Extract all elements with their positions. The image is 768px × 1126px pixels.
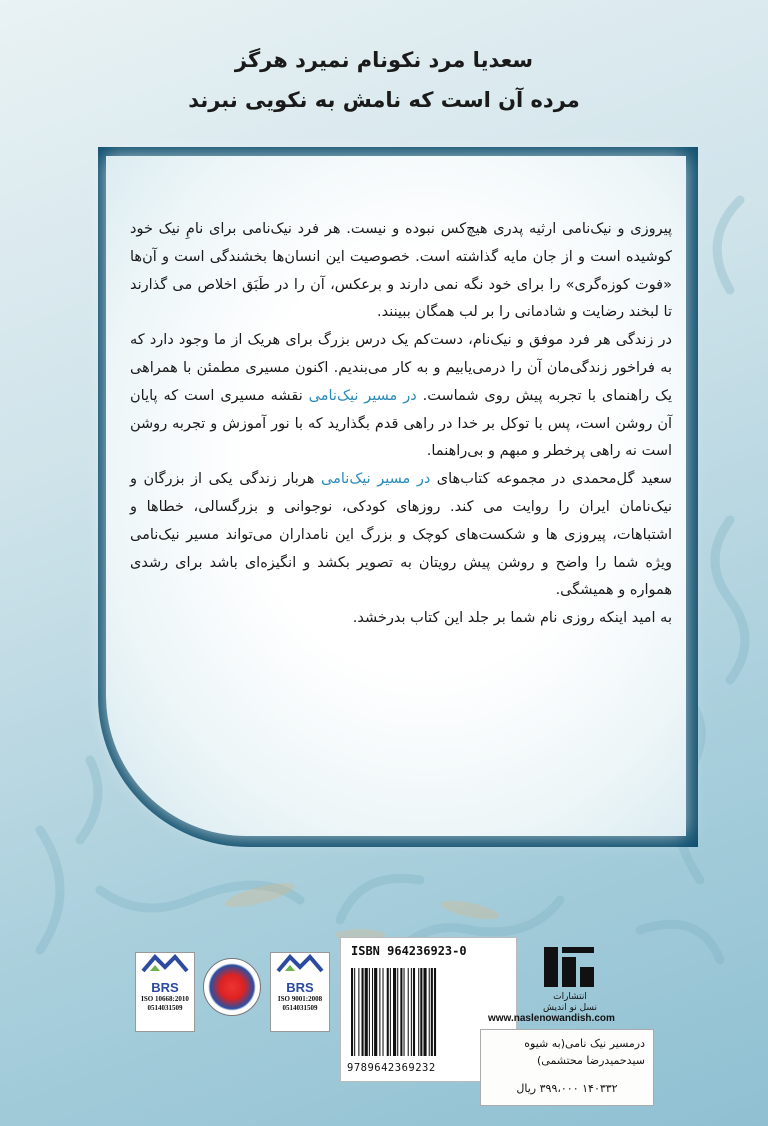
barcode-bar — [358, 968, 359, 1056]
barcode-bar — [434, 968, 436, 1056]
barcode-bar — [365, 968, 368, 1056]
price-sticker-title: درمسیر نیک نامی(به شیوه — [524, 1037, 645, 1050]
poem-line-2: مرده آن است که نامش به نکویی نبرند — [188, 88, 580, 112]
barcode-bar — [431, 968, 433, 1056]
barcode-bar — [408, 968, 409, 1056]
barcode-bar — [393, 968, 396, 1056]
poem — [0, 40, 768, 120]
brs-iso-9001-logo: BRS ISO 9001:2008 0514031509 — [270, 952, 330, 1032]
paragraph-3: سعید گل‌محمدی در مجموعه کتاب‌های در مسیر نیک‌نامی هربار زندگی یکی از بزرگان و نیک‌نامان ایران را روایت می کند. روزهای کودکی، نوجوانی و بزرگسالی، خطاها و اشتباهات، پیروزی ها و شکست‌های کوچک و بزرگ این نامداران می‌تواند مسیر نیک‌نامی ویژه شما را واضح و روشن پیش رویتان به تصویر بکشد و انگیزه‌ای باشد برای رشدی همواره و همیشگی. — [130, 471, 672, 599]
series-title-highlight: در مسیر نیک‌نامی — [321, 471, 431, 488]
poem-line-1: سعدیا مرد نکونام نمیرد هرگز — [234, 48, 534, 72]
brs-iso-10668-logo: BRS ISO 10668:2010 0514031509 — [135, 952, 195, 1032]
publisher-name: انتشارات نسل نو اندیش — [543, 992, 597, 1013]
barcode-bar — [372, 968, 373, 1056]
brs-mark-icon — [140, 953, 190, 973]
series-title-highlight: در مسیر نیک‌نامی — [308, 387, 417, 404]
publisher-logo-icon — [538, 943, 598, 993]
barcode-bar — [418, 968, 419, 1056]
paragraph-2: در زندگی هر فرد موفق و نیک‌نام، دست‌کم یک درس بزرگ برای هریک از ما وجود دارد که به فراخور زندگی‌مان آن را درمی‌یابیم و به کار می‌بندیم. اکنون مسیری مطمئن با همراهی یک راهنمای با تجربه پیش روی شماست. در مسیر نیک‌نامی نقشه مسیری است که پایان آن روشن است، پس با توکل بر خدا در راهی قدم بگذارید که با نور آموزش و تجربه روشن است نه راهی پرخطر و مبهم و بی‌راهنما. — [130, 332, 673, 460]
barcode-bar — [383, 968, 384, 1056]
price-sticker — [480, 1029, 654, 1106]
publisher-website: www.naslenowandish.com — [488, 1013, 615, 1024]
barcode-bar — [374, 968, 377, 1056]
barcode-bar — [362, 968, 364, 1056]
barcode-bar — [400, 968, 402, 1056]
barcode-bar — [351, 968, 353, 1056]
barcode-bar — [369, 968, 370, 1056]
barcode-bar — [404, 968, 405, 1056]
brs-mark-icon — [275, 953, 325, 973]
paragraph-4: به امید اینکه روزی نام شما بر جلد این کتاب بدرخشد. — [352, 610, 672, 627]
barcode-bar — [387, 968, 389, 1056]
barcode-bar — [423, 968, 426, 1056]
blurb-text — [130, 216, 672, 633]
barcode-bar — [420, 968, 422, 1056]
isbn-number: ISBN 964236923-0 — [351, 944, 467, 958]
price-sticker-author: سیدحمیدرضا محتشمی) — [536, 1054, 645, 1067]
barcode-bar — [379, 968, 380, 1056]
barcode-digits: 9789642369232 — [347, 1062, 436, 1074]
barcode-bar — [390, 968, 391, 1056]
barcode-bar — [411, 968, 412, 1056]
barcode-bar — [413, 968, 415, 1056]
barcode-bar — [397, 968, 398, 1056]
barcode-bar — [354, 968, 355, 1056]
price-value: ۱۴۰۳۳۲ ۳۹۹،۰۰۰ ریال — [516, 1082, 618, 1095]
paragraph-1: پیروزی و نیک‌نامی ارثیه پدری هیچ‌کس نبوده و نیست. هر فرد نیک‌نامی برای نامِ نیک خود کوشیده است و از جان مایه گذاشته است. خصوصیت این انسان‌ها بخشندگی است و آن‌ها «فوت کوزه‌گری» را برای خود نگه نمی دارند و برعکس، آن را در طَبَق اخلاص می گذارند تا لبخند رضایت و شادمانی را بر لب همگان ببینند. — [130, 221, 672, 321]
barcode-bar — [429, 968, 430, 1056]
gob-seal-icon — [203, 958, 261, 1016]
